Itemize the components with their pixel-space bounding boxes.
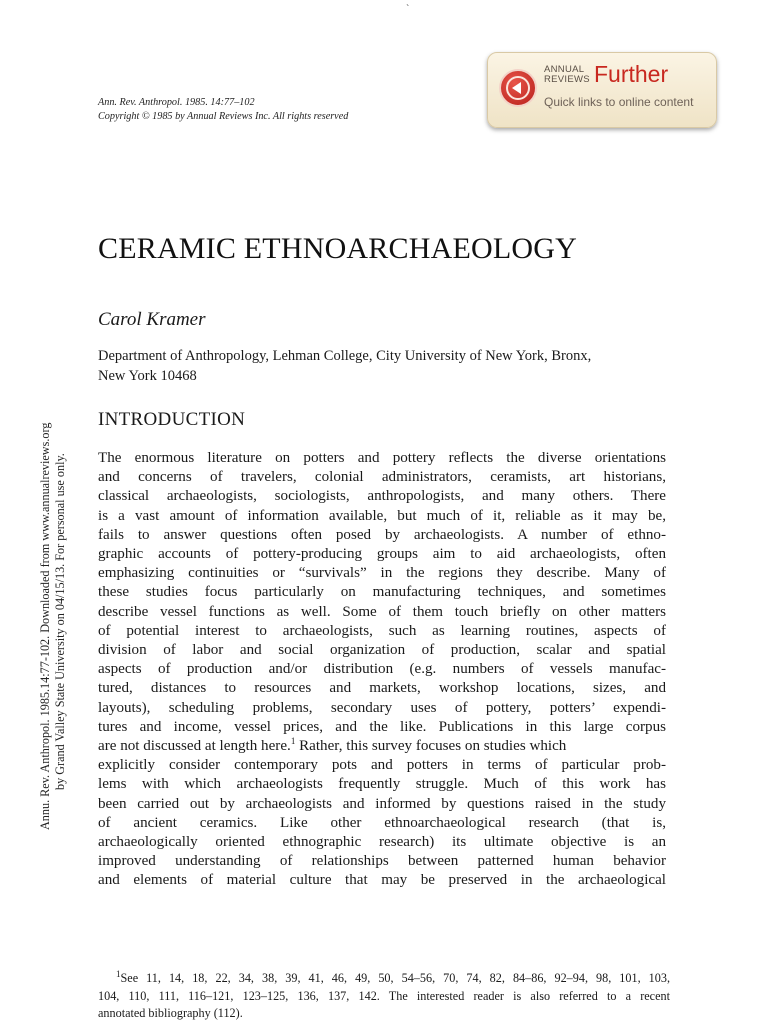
- footnote-line2: 104, 110, 111, 116–121, 123–125, 136, 137, 142. The interested reader is also referred to a recent: [98, 988, 670, 1003]
- footnote-line3: annotated bibliography (112).: [98, 1006, 243, 1020]
- body-line: explicitly consider contemporary pots and potters in terms of particular prob-: [98, 757, 666, 774]
- footnote-marker[interactable]: 1: [290, 737, 296, 747]
- footnote-line1: [98, 970, 670, 988]
- journal-citation: Ann. Rev. Anthropol. 1985. 14:77–102: [98, 97, 255, 108]
- body-line: aspects of production and/or distribution (e.g. numbers of vessels manufac-: [98, 661, 666, 678]
- download-notice-line2: by Grand Valley State University on 04/15/13. For personal use only.: [53, 453, 67, 790]
- section-heading: INTRODUCTION: [98, 409, 246, 430]
- logo-reviews: REVIEWS: [544, 74, 590, 85]
- body-line: of potential interest to archaeologists, such as learning routines, aspects of: [98, 622, 666, 639]
- body-line: lems with which archaeologists frequently struggle. Much of this work has: [98, 776, 666, 793]
- body-line: graphic accounts of pottery-producing groups aim to aid archaeologists, often: [98, 546, 666, 563]
- footnote-number: 1: [116, 970, 121, 979]
- download-notice: [38, 423, 68, 830]
- logo-annual: ANNUAL: [544, 64, 585, 75]
- download-notice-line1: Annu. Rev. Anthropol. 1985.14:77-102. Downloaded from www.annualreviews.org: [38, 422, 52, 830]
- further-title: Further: [594, 61, 669, 87]
- body-line: been carried out by archaeologists and informed by questions raised in the study: [98, 795, 666, 812]
- affiliation-line2: New York 10468: [98, 368, 197, 384]
- body-line: tures and income, vessel prices, and the like. Publications in this large corpus: [98, 718, 666, 735]
- body-line: of ancient ceramics. Like other ethnoarchaeological research (that is,: [98, 814, 666, 831]
- body-line: tured, distances to resources and markets, workshop locations, sizes, and: [98, 680, 666, 697]
- body-line-with-footnote: [98, 737, 666, 756]
- article-title: CERAMIC ETHNOARCHAEOLOGY: [98, 232, 577, 265]
- body-line: division of labor and social organization of production, scalar and spatial: [98, 642, 666, 659]
- body-line: The enormous literature on potters and pottery reflects the diverse orientations: [98, 450, 666, 466]
- body-line: describe vessel functions as well. Some of them touch briefly on other matters: [98, 603, 666, 620]
- copyright-notice: Copyright © 1985 by Annual Reviews Inc. All rights reserved: [98, 111, 349, 122]
- annual-reviews-logo: [544, 65, 590, 85]
- body-line: classical archaeologists, sociologists, anthropologists, and many others. There: [98, 488, 666, 505]
- body-line: layouts), scheduling problems, secondary uses of pottery, potters’ expendi-: [98, 699, 666, 716]
- stray-mark: `: [406, 4, 410, 15]
- body-line: is a vast amount of information available, but much of it, reliable as it may be,: [98, 507, 666, 524]
- body-text: [98, 449, 666, 891]
- affiliation-line1: Department of Anthropology, Lehman College, City University of New York, Bronx,: [98, 348, 592, 364]
- body-line: and elements of material culture that may be preserved in the archaeological: [98, 872, 666, 889]
- body-line: archaeologically oriented ethnographic research) its ultimate objective is an: [98, 834, 666, 851]
- author-affiliation: [98, 346, 668, 386]
- journal-reference: [98, 96, 348, 124]
- further-subtitle: Quick links to online content: [544, 95, 694, 109]
- body-line: improved understanding of relationships between patterned human behavior: [98, 853, 666, 870]
- back-arrow-icon: [499, 69, 537, 107]
- footnote-text: See 11, 14, 18, 22, 34, 38, 39, 41, 46, 49, 50, 54–56, 70, 74, 82, 84–86, 92–94, 98, 101, 103,: [120, 971, 670, 985]
- footnote: [98, 970, 670, 1023]
- body-line-start: are not discussed at length here.: [98, 738, 291, 755]
- body-line: emphasizing continuities or “survivals” in the regions they describe. Many of: [98, 565, 666, 582]
- body-line-end: Rather, this survey focuses on studies which: [295, 738, 567, 755]
- further-links-button[interactable]: [487, 52, 717, 128]
- body-line: these studies focus particularly on manufacturing techniques, and sometimes: [98, 584, 666, 601]
- body-line: and concerns of travelers, colonial administrators, ceramists, art historians,: [98, 469, 666, 486]
- body-line: fails to answer questions often posed by archaeologists. A number of ethno-: [98, 526, 666, 543]
- author-name: Carol Kramer: [98, 309, 206, 330]
